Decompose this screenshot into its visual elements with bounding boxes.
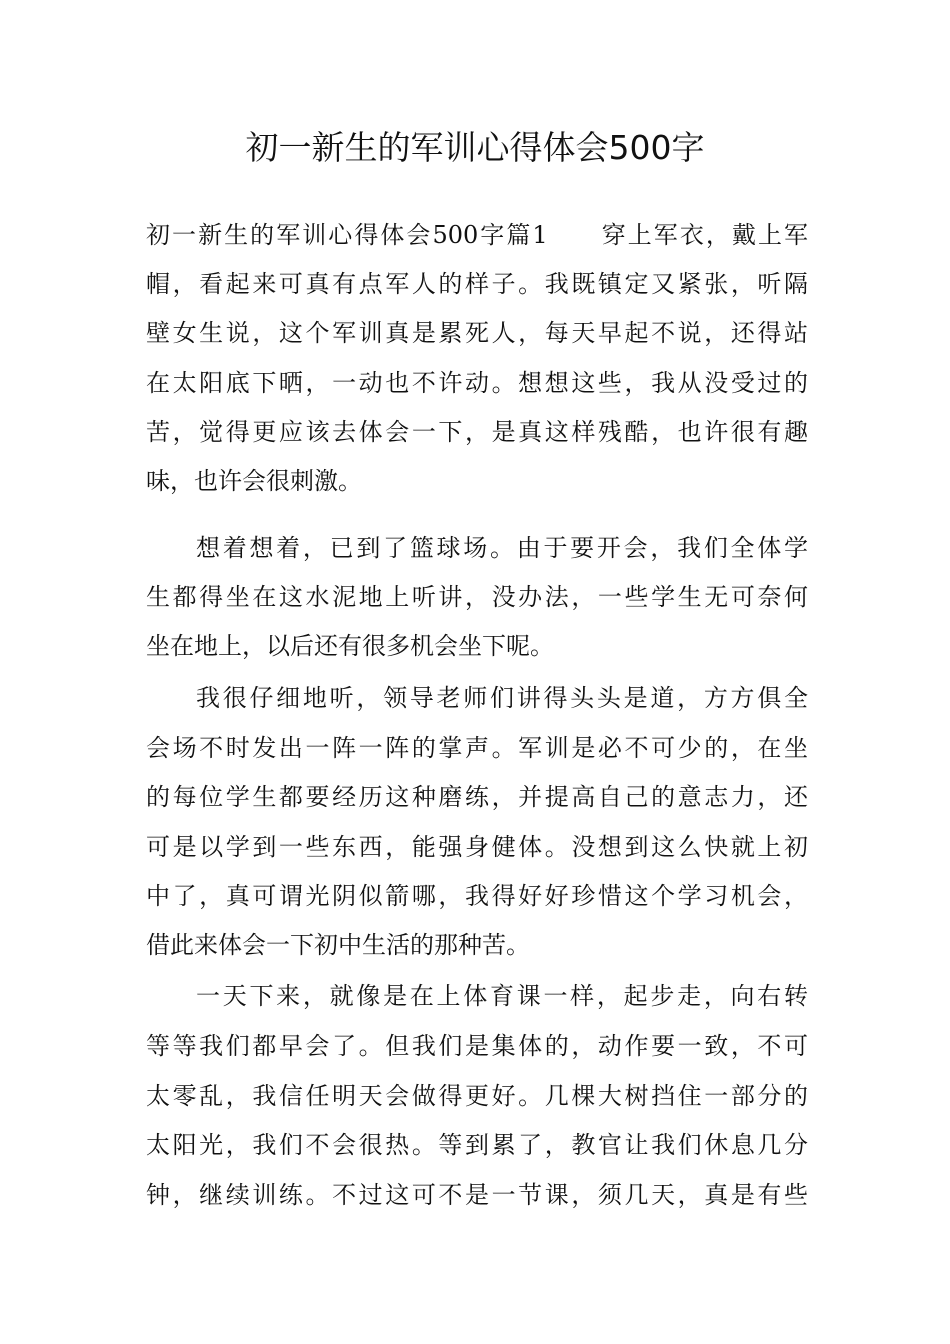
text-line: 会场不时发出一阵一阵的掌声。军训是必不可少的，在坐 [146,734,808,762]
section-heading: 初一新生的军训心得体会500字篇1 [146,221,548,249]
text-line: 的每位学生都要经历这种磨练，并提高自己的意志力，还 [146,783,808,811]
text-line: 太零乱，我信任明天会做得更好。几棵大树挡住一部分的 [146,1082,808,1110]
text-line: 可是以学到一些东西，能强身健体。没想到这么快就上初 [146,833,808,861]
text-line: 太阳光，我们不会很热。等到累了，教官让我们休息几分 [146,1131,808,1159]
text-line: 在太阳底下晒，一动也不许动。想想这些，我从没受过的 [146,369,808,397]
paragraph-first-line: 想着想着，已到了篮球场。由于要开会，我们全体学 [196,534,808,562]
text-line: 生都得坐在这水泥地上听讲，没办法，一些学生无可奈何 [146,583,808,611]
text-line: 壁女生说，这个军训真是累死人，每天早起不说，还得站 [146,319,808,347]
text-line: 帽，看起来可真有点军人的样子。我既镇定又紧张，听隔 [146,270,808,298]
text-line: 借此来体会一下初中生活的那种苦。 [146,931,530,959]
text-line: 等等我们都早会了。但我们是集体的，动作要一致，不可 [146,1032,808,1060]
text-line: 坐在地上，以后还有很多机会坐下呢。 [146,632,554,660]
text-line: 钟，继续训练。不过这可不是一节课，须几天，真是有些 [146,1181,808,1209]
heading-line [146,217,808,253]
paragraph-first-line: 一天下来，就像是在上体育课一样，起步走，向右转 [196,982,808,1010]
text-line: 苦，觉得更应该去体会一下，是真这样残酷，也许很有趣 [146,418,808,446]
text-line: 味，也许会很刺激。 [146,467,362,495]
text-line: 中了，真可谓光阴似箭哪，我得好好珍惜这个学习机会， [146,882,808,910]
document-title: 初一新生的军训心得体会500字 [245,128,705,167]
text-line: 穿上军衣，戴上军 [599,221,809,249]
paragraph-first-line: 我很仔细地听，领导老师们讲得头头是道，方方俱全 [196,684,808,712]
